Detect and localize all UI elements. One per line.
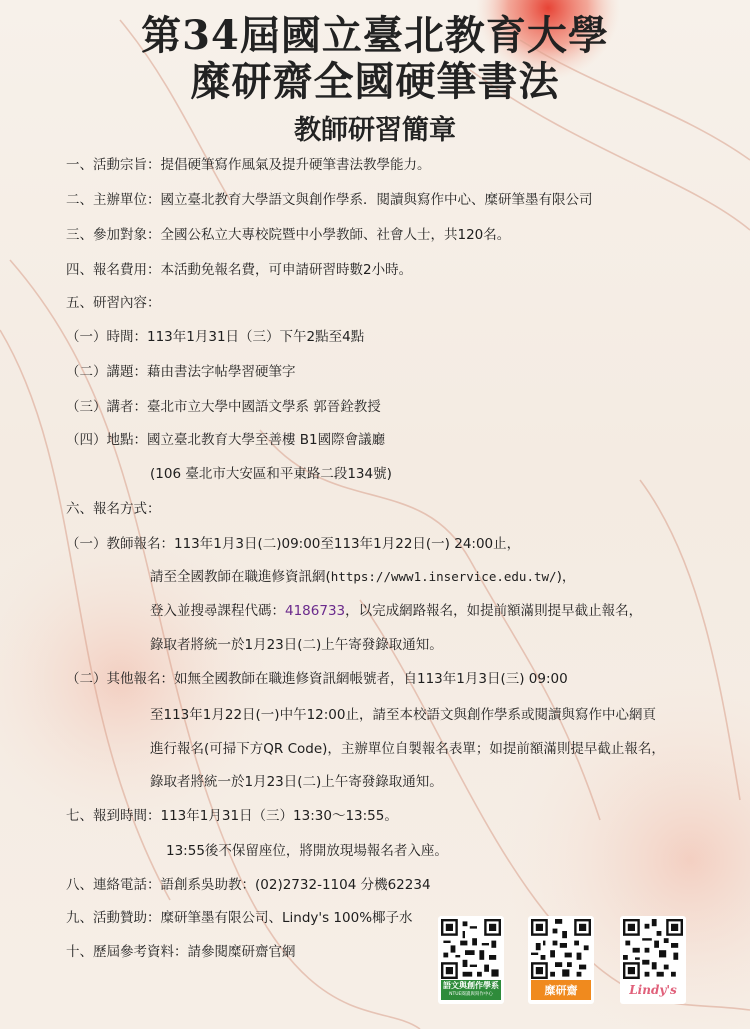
item-checkin-time: 七、報到時間：113年1月31日（三）13:30～13:55。	[66, 808, 398, 824]
qr-label-department-text: 語文與創作學系	[443, 981, 499, 990]
content-speaker: （三）講者：臺北市立大學中國語文學系 郭晉銓教授	[66, 399, 381, 415]
content-location: （四）地點：國立臺北教育大學至善樓 B1國際會議廳	[66, 432, 386, 448]
title-line-2: 糜研齋全國硬筆書法	[190, 58, 560, 105]
subtitle: 教師研習簡章	[294, 115, 456, 146]
item-sponsor: 九、活動贊助：糜研筆墨有限公司、Lindy's 100%椰子水	[66, 910, 413, 926]
qr-card-lindys[interactable]	[620, 916, 686, 1004]
qr-label-department	[441, 980, 501, 1000]
qr-label-miyanzhai: 糜研齋	[531, 980, 591, 1000]
inservice-link[interactable]: https://www1.inservice.edu.tw/	[330, 569, 557, 584]
registration-teacher-site	[150, 568, 575, 586]
item-content-heading: 五、研習內容：	[66, 295, 161, 311]
content-address: (106 臺北市大安區和平東路二段134號)	[150, 466, 392, 482]
site-text-prefix: 請至全國教師在職進修資訊網(	[150, 569, 331, 585]
qr-code-department[interactable]	[441, 919, 501, 979]
registration-other-notice: 錄取者將統一於1月23日(二)上午寄發錄取通知。	[150, 774, 443, 790]
course-code-suffix: ，以完成網路報名，如提前額滿則提早截止報名，	[345, 603, 643, 619]
item-organizer: 二、主辦單位：國立臺北教育大學語文與創作學系．閱讀與寫作中心、糜研筆墨有限公司	[66, 192, 593, 208]
content-topic: （二）講題：藉由書法字帖學習硬筆字	[66, 364, 296, 380]
item-registration-heading: 六、報名方式：	[66, 501, 161, 517]
course-code-prefix: 登入並搜尋課程代碼：	[150, 603, 285, 619]
registration-teacher: （一）教師報名：113年1月3日(二)09:00至113年1月22日(一) 24:00止，	[66, 536, 521, 552]
checkin-notice: 13:55後不保留座位，將開放現場報名者入座。	[166, 843, 448, 859]
registration-other: （二）其他報名：如無全國教師在職進修資訊網帳號者，自113年1月3日(三) 09:00	[66, 671, 568, 687]
course-code: 4186733	[285, 603, 346, 619]
qr-code-miyanzhai[interactable]	[531, 919, 591, 979]
registration-teacher-notice: 錄取者將統一於1月23日(二)上午寄發錄取通知。	[150, 637, 443, 653]
qr-card-department[interactable]	[438, 916, 504, 1004]
qr-card-miyanzhai[interactable]	[528, 916, 594, 1004]
title-line-1: 第34屆國立臺北教育大學	[141, 12, 609, 59]
registration-other-form: 進行報名(可掃下方QR Code)，主辦單位自製報名表單；如提前額滿則提早截止報名，	[150, 741, 665, 757]
item-references: 十、歷屆參考資料：請參閱糜研齋官網	[66, 944, 296, 960]
site-text-suffix: )，	[556, 569, 576, 585]
item-fee: 四、報名費用：本活動免報名費，可申請研習時數2小時。	[66, 262, 413, 278]
qr-label-lindys: Lindy's	[623, 980, 683, 1000]
qr-code-lindys[interactable]	[623, 919, 683, 979]
registration-course-code	[150, 602, 642, 620]
item-participants: 三、參加對象：全國公私立大專校院暨中小學教師、社會人士，共120名。	[66, 227, 511, 243]
item-contact-phone: 八、連絡電話：語創系吳助教：(02)2732-1104 分機62234	[66, 877, 431, 893]
qr-sublabel-department-text: NTUE閱讀與寫作中心	[449, 992, 493, 997]
registration-other-detail: 至113年1月22日(一)中午12:00止，請至本校語文與創作學系或閱讀與寫作中心網頁	[150, 707, 656, 723]
content-time: （一）時間：113年1月31日（三）下午2點至4點	[66, 329, 365, 345]
item-purpose: 一、活動宗旨：提倡硬筆寫作風氣及提升硬筆書法教學能力。	[66, 157, 431, 173]
